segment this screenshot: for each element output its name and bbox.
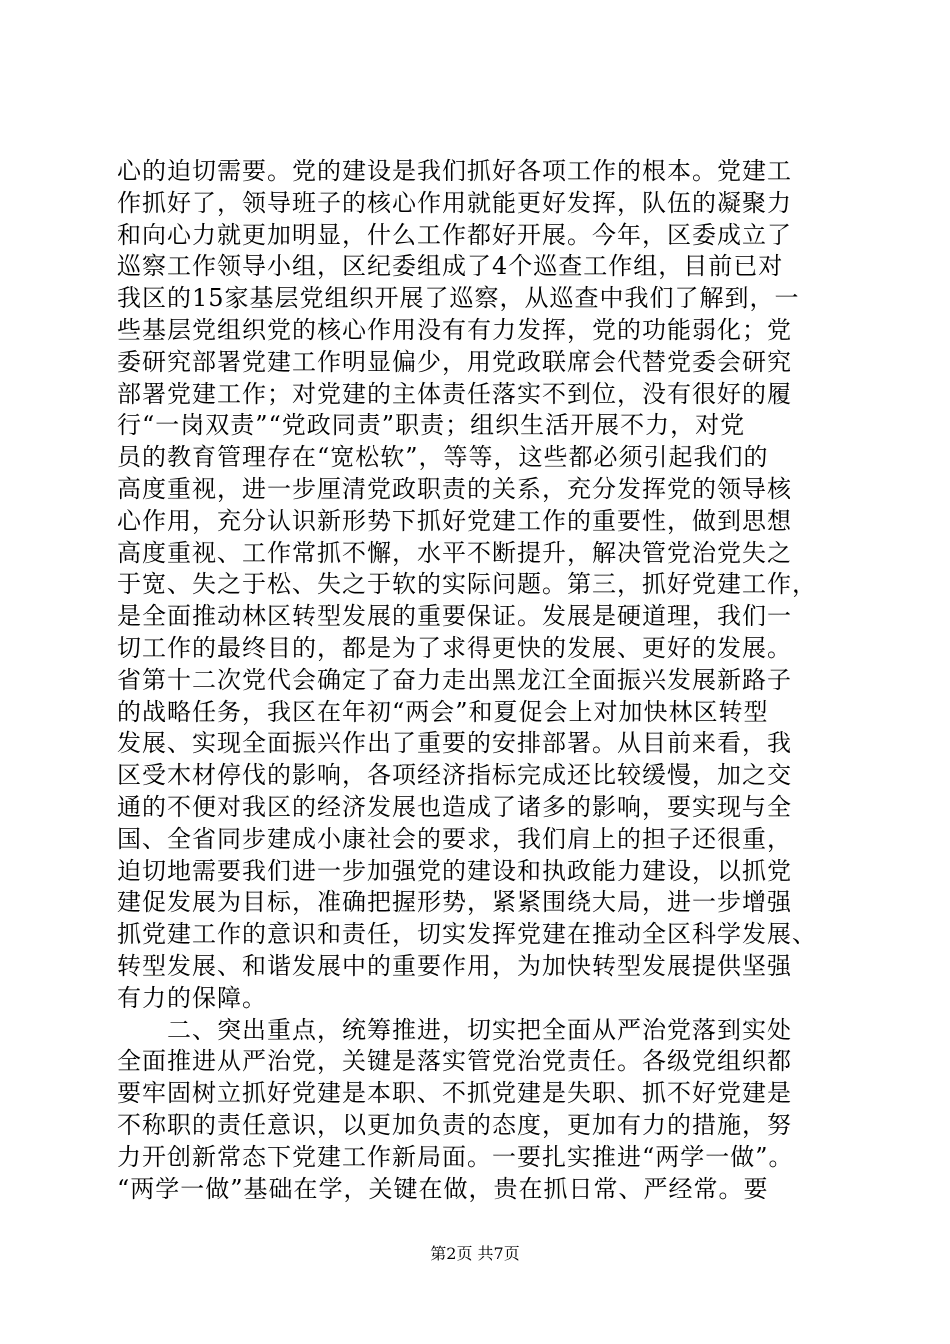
- text-line: 有力的保障。: [117, 983, 267, 1012]
- text-line: 省第十二次党代会确定了奋力走出黑龙江全面振兴发展新路子: [117, 665, 792, 694]
- text-line: 部署党建工作；对党建的主体责任落实不到位，没有很好的履: [117, 379, 792, 408]
- text-line: 我区的15家基层党组织开展了巡察，从巡查中我们了解到，一: [117, 284, 800, 313]
- text-line: 力开创新常态下党建工作新局面。一要扎实推进“两学一做”。: [117, 1142, 794, 1171]
- text-line: 高度重视、工作常抓不懈，水平不断提升，解决管党治党失之: [117, 538, 792, 567]
- text-line: “两学一做”基础在学，关键在做，贵在抓日常、严经常。要: [117, 1174, 769, 1203]
- text-line: 委研究部署党建工作明显偏少，用党政联席会代替党委会研究: [117, 347, 792, 376]
- text-line: 国、全省同步建成小康社会的要求，我们肩上的担子还很重，: [117, 824, 792, 853]
- text-line: 发展、实现全面振兴作出了重要的安排部署。从目前来看，我: [117, 729, 792, 758]
- text-line: 区受木材停伐的影响，各项经济指标完成还比较缓慢，加之交: [117, 761, 792, 790]
- text-line: 全面推进从严治党，关键是落实管党治党责任。各级党组织都: [117, 1047, 792, 1076]
- text-line: 和向心力就更加明显，什么工作都好开展。今年，区委成立了: [117, 220, 792, 249]
- text-line: 高度重视，进一步厘清党政职责的关系，充分发挥党的领导核: [117, 474, 792, 503]
- text-line: 通的不便对我区的经济发展也造成了诸多的影响，要实现与全: [117, 792, 792, 821]
- text-line: 行“一岗双责”“党政同责”职责；组织生活开展不力，对党: [117, 411, 746, 440]
- page-footer: [0, 1244, 950, 1264]
- text-line: 员的教育管理存在“宽松软”，等等，这些都必须引起我们的: [117, 443, 769, 472]
- text-line: 的战略任务，我区在年初“两会”和夏促会上对加快林区转型: [117, 697, 769, 726]
- document-body: [117, 156, 837, 1205]
- text-line: 迫切地需要我们进一步加强党的建设和执政能力建设，以抓党: [117, 856, 792, 885]
- text-line: 于宽、失之于松、失之于软的实际问题。第三，抓好党建工作，: [117, 570, 817, 599]
- page-number: 第2页 共7页: [430, 1244, 520, 1263]
- text-line: 转型发展、和谐发展中的重要作用，为加快转型发展提供坚强: [117, 951, 792, 980]
- text-line: 心的迫切需要。党的建设是我们抓好各项工作的根本。党建工: [117, 157, 792, 185]
- text-line: 心作用，充分认识新形势下抓好党建工作的重要性，做到思想: [117, 506, 792, 535]
- text-line: 些基层党组织党的核心作用没有有力发挥，党的功能弱化；党: [117, 315, 792, 344]
- text-line: 巡察工作领导小组，区纪委组成了4个巡查工作组，目前已对: [117, 252, 784, 281]
- text-line: 要牢固树立抓好党建是本职、不抓党建是失职、抓不好党建是: [117, 1079, 792, 1108]
- section-heading: 二、突出重点，统筹推进，切实把全面从严治党落到实处: [117, 1015, 792, 1044]
- text-line: 建促发展为目标，准确把握形势，紧紧围绕大局，进一步增强: [117, 888, 792, 917]
- text-line: 作抓好了，领导班子的核心作用就能更好发挥，队伍的凝聚力: [117, 188, 792, 217]
- text-line: 是全面推动林区转型发展的重要保证。发展是硬道理，我们一: [117, 602, 792, 631]
- text-line: 切工作的最终目的，都是为了求得更快的发展、更好的发展。: [117, 633, 792, 662]
- text-line: 抓党建工作的意识和责任，切实发挥党建在推动全区科学发展、: [117, 920, 817, 949]
- text-line: 不称职的责任意识，以更加负责的态度，更加有力的措施，努: [117, 1110, 792, 1139]
